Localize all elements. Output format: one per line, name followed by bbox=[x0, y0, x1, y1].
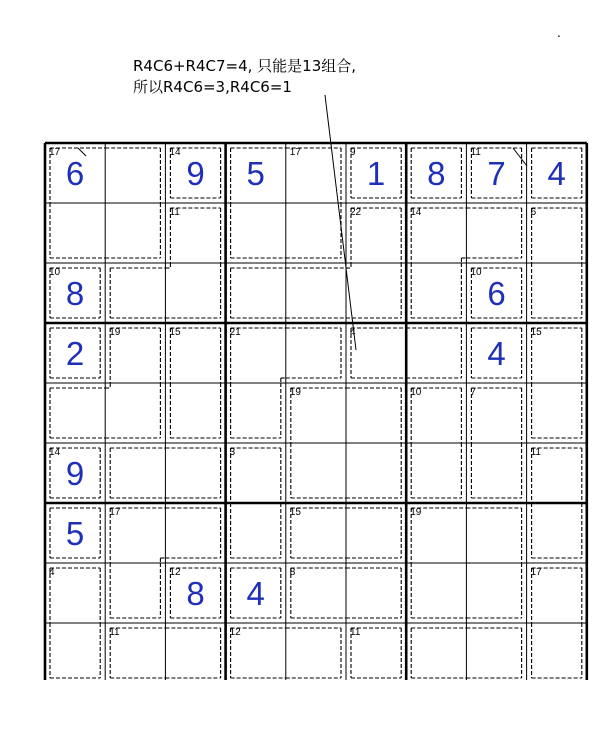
annotation-tick-mark bbox=[513, 148, 527, 166]
cage-clue: 14 bbox=[169, 147, 181, 158]
cage-clue: 10 bbox=[470, 267, 482, 278]
annotation-arrows bbox=[78, 95, 527, 350]
cage-clue: 4 bbox=[350, 327, 356, 338]
cage-clue: 17 bbox=[289, 147, 301, 158]
given-digit: 4 bbox=[487, 335, 506, 372]
cage-clue: 11 bbox=[169, 207, 180, 218]
cage-clue: 21 bbox=[229, 327, 241, 338]
cage-clue: 15 bbox=[289, 507, 301, 518]
cage-clue: 22 bbox=[350, 207, 362, 218]
annotation-line-1: R4C6+R4C7=4, 只能是13组合, bbox=[133, 57, 357, 75]
given-digit: 1 bbox=[366, 155, 386, 192]
given-digit: 4 bbox=[547, 155, 566, 192]
given-digit: 9 bbox=[186, 155, 205, 192]
cage-clue: 9 bbox=[350, 147, 356, 158]
cage-clue: 11 bbox=[470, 147, 481, 158]
given-digit: 8 bbox=[186, 575, 205, 612]
given-digit: 8 bbox=[427, 155, 446, 192]
cage-clue: 11 bbox=[109, 627, 120, 638]
given-digit: 7 bbox=[487, 155, 506, 192]
cage-clue: 14 bbox=[410, 207, 422, 218]
given-digit: 9 bbox=[65, 455, 85, 492]
given-digit: 8 bbox=[65, 275, 85, 312]
cage-clue: 11 bbox=[530, 447, 541, 458]
cage-clue: 19 bbox=[410, 507, 422, 518]
cage-clues bbox=[49, 147, 542, 638]
cage-clue: 12 bbox=[169, 567, 181, 578]
cage-clue: 17 bbox=[109, 507, 121, 518]
given-digit: 5 bbox=[246, 155, 265, 192]
cage-clue: 19 bbox=[109, 327, 121, 338]
given-digit: 6 bbox=[487, 275, 506, 312]
given-digit: 4 bbox=[246, 575, 265, 612]
corner-mark: . bbox=[557, 26, 561, 40]
sudoku-grid bbox=[45, 143, 587, 680]
annotation-line-2: 所以R4C6=3,R4C6=1 bbox=[133, 78, 292, 96]
cage-clue: 11 bbox=[350, 627, 361, 638]
cage-outlines bbox=[50, 148, 582, 678]
cage-clue: 12 bbox=[229, 627, 241, 638]
cage-clue: 15 bbox=[169, 327, 181, 338]
cage-clue: 3 bbox=[229, 447, 236, 458]
cage-clue: 14 bbox=[49, 447, 61, 458]
cage-clue: 19 bbox=[289, 387, 301, 398]
cage-clue: 15 bbox=[530, 327, 542, 338]
given-digit: 6 bbox=[65, 155, 85, 192]
given-digit: 2 bbox=[65, 335, 85, 372]
cage-clue: 6 bbox=[530, 207, 537, 218]
cage-clue: 4 bbox=[49, 567, 55, 578]
cage-clue: 10 bbox=[410, 387, 422, 398]
cage-clue: 17 bbox=[530, 567, 542, 578]
given-digit: 5 bbox=[65, 515, 85, 552]
cage-clue: 8 bbox=[289, 567, 296, 578]
cage-clue: 17 bbox=[49, 147, 61, 158]
cage-clue: 10 bbox=[49, 267, 61, 278]
cage-clue: 7 bbox=[470, 387, 476, 398]
